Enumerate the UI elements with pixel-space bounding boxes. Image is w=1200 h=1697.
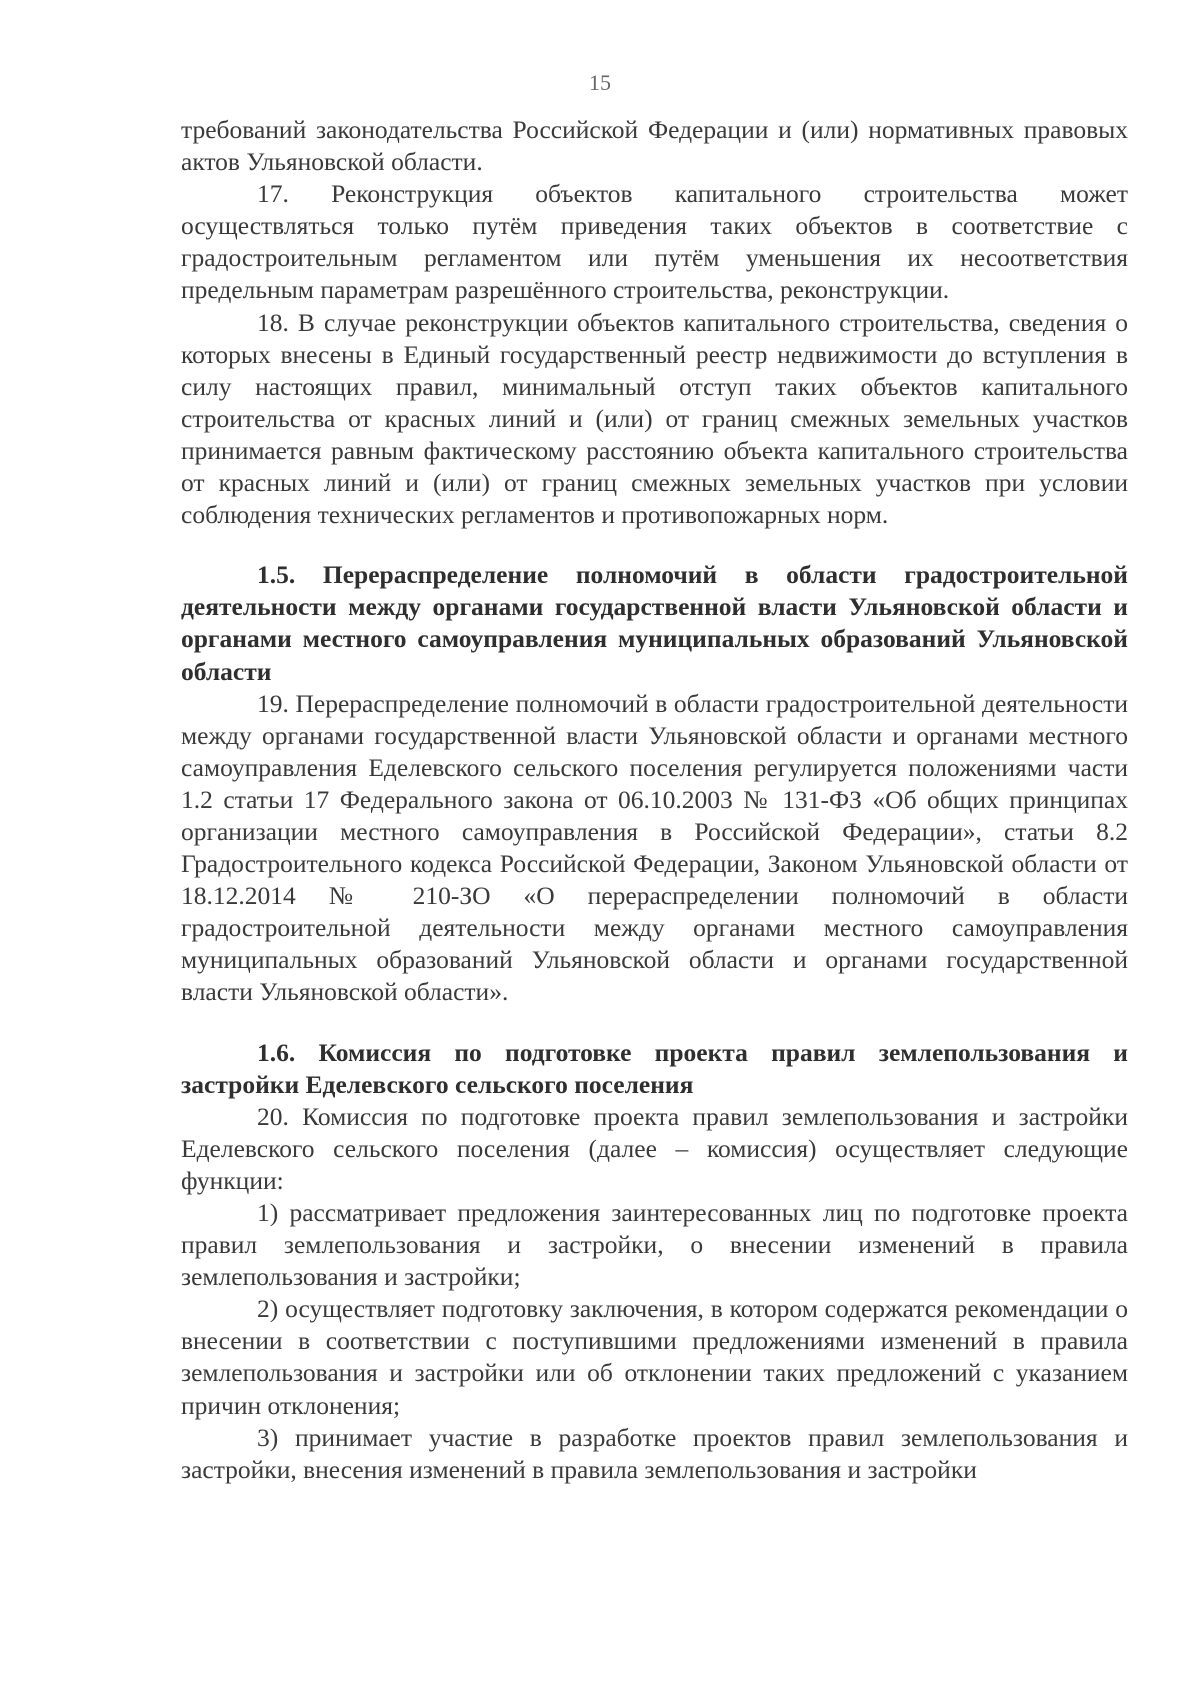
document-body [181, 114, 1128, 1486]
page-number: 15 [589, 70, 611, 95]
list-item-3: 3) принимает участие в разработке проектов правил землепользования и застройки, внесения изменений в правила землепользования и застройки [181, 1422, 1128, 1484]
section-heading-1-5: 1.5. Перераспределение полномочий в области градостроительной деятельности между органами государственной власти Ульяновской области и органами местного самоуправления муниципальных образований Ульяновской области [181, 560, 1128, 686]
section-heading-1-6: 1.6. Комиссия по подготовке проекта правил землепользования и застройки Еделевского сельского поселения [181, 1037, 1128, 1099]
paragraph-18: 18. В случае реконструкции объектов капитального строительства, сведения о которых внесены в Единый государственный реестр недвижимости до вступления в силу настоящих правил, минимальный отступ таких объектов капитального строительства от красных линий и (или) от границ смежных земельных участков принимается равным фактическому расстоянию объекта капитального строительства от красных линий и (или) от границ смежных земельных участков при условии соблюдения технических регламентов и противопожарных норм. [181, 307, 1128, 530]
paragraph-17: 17. Реконструкция объектов капитального строительства может осуществляться только путём приведения таких объектов в соответствие с градостроительным регламентом или путём уменьшения их несоответствия предельным параметрам разрешённого строительства, реконструкции. [181, 179, 1128, 305]
paragraph-20: 20. Комиссия по подготовке проекта правил землепользования и застройки Еделевского сельского поселения (далее – комиссия) осуществляет следующие функции: [181, 1101, 1128, 1195]
paragraph-continuation: требований законодательства Российской Федерации и (или) нормативных правовых актов Ульяновской области. [181, 115, 1128, 177]
list-item-2: 2) осуществляет подготовку заключения, в котором содержатся рекомендации о внесении в соответствии с поступившими предложениями изменений в правила землепользования и застройки или об отклонении таких предложений с указанием причин отклонения; [181, 1294, 1128, 1420]
paragraph-19: 19. Перераспределение полномочий в области градостроительной деятельности между органами государственной власти Ульяновской области и органами местного самоуправления Еделевского сельского поселения регулируется положениями части 1.2 статьи 17 Федерального закона от 06.10.2003 № 131-ФЗ «Об общих принципах организации местного самоуправления в Российской Федерации», статьи 8.2 Градостроительного кодекса Российской Федерации, Законом Ульяновской области от 18.12.2014 № 210-ЗО «О перераспределении полномочий в области градостроительной деятельности между органами местного самоуправления муниципальных образований Ульяновской области и органами государственной власти Ульяновской области». [181, 688, 1128, 1007]
list-item-1: 1) рассматривает предложения заинтересованных лиц по подготовке проекта правил землепользования и застройки, о внесении изменений в правила землепользования и застройки; [181, 1198, 1128, 1292]
